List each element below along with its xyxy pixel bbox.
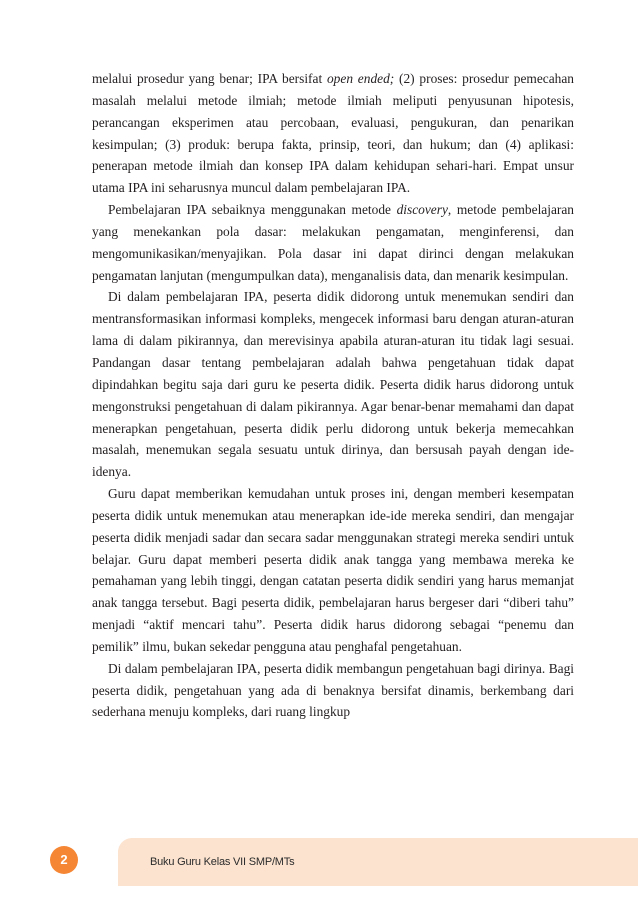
paragraph-4: Guru dapat memberikan kemudahan untuk proses ini, dengan memberi kesempatan peserta didik untuk menemukan atau menerapkan ide-ide mereka sendiri, dan mengajar peserta didik menjadi sadar dan secara sadar menggunakan strategi mereka sendiri untuk belajar. Guru dapat memberi peserta didik anak tangga yang membawa mereka ke pemahaman yang lebih tinggi, dengan catatan peserta didik sendiri yang harus memanjat anak tangga tersebut. Bagi peserta didik, pembelajaran harus bergeser dari “diberi tahu” menjadi “aktif mencari tahu”. Peserta didik harus didorong sebagai “penemu dan pemilik” ilmu, bukan sekedar pengguna atau penghafal pengetahuan.	[92, 486, 574, 654]
footer-book-title: Buku Guru Kelas VII SMP/MTs	[150, 856, 295, 868]
paragraph-2-italic: discovery	[396, 202, 448, 218]
page-number: 2	[60, 852, 68, 867]
paragraph-1-part-a: melalui prosedur yang benar; IPA bersifat	[92, 71, 327, 86]
paragraph-1-part-b: (2) proses: prosedur pemecahan masalah melalui metode ilmiah; metode ilmiah meliputi penyusunan hipotesis, perancangan eksperimen atau percobaan, evaluasi, pengukuran, dan penarikan kesimpulan; (3) produk: berupa fakta, prinsip, teori, dan hukum; dan (4) aplikasi: penerapan metode ilmiah dan konsep IPA dalam kehidupan sehari-hari. Empat unsur utama IPA ini seharusnya muncul dalam pembelajaran IPA.	[92, 71, 574, 196]
body-text	[92, 68, 574, 723]
paragraph-3: Di dalam pembelajaran IPA, peserta didik didorong untuk menemukan sendiri dan mentransformasikan informasi kompleks, mengecek informasi baru dengan aturan-aturan lama di dalam pikirannya, dan merevisinya apabila aturan-aturan itu tidak lagi sesuai. Pandangan dasar tentang pembelajaran adalah bahwa pengetahuan tidak dapat dipindahkan begitu saja dari guru ke peserta didik. Peserta didik harus didorong untuk mengonstruksi pengetahuan di dalam pikirannya. Agar benar-benar memahami dan dapat menerapkan pengetahuan, peserta didik perlu didorong untuk bekerja memecahkan masalah, menemukan segala sesuatu untuk dirinya, dan bersusah payah dengan ide-idenya.	[92, 289, 574, 480]
paragraph-2-part-a: Pembelajaran IPA sebaiknya menggunakan metode	[108, 202, 397, 218]
paragraph-5: Di dalam pembelajaran IPA, peserta didik membangun pengetahuan bagi dirinya. Bagi peserta didik, pengetahuan yang ada di benaknya bersifat dinamis, berkembang dari sederhana menuju kompleks, dari ruang lingkup	[92, 660, 574, 720]
paragraph-2-part-b: , metode pembelajaran yang menekankan pola dasar: melakukan pengamatan, menginferensi, dan mengomunikasikan/menyajikan. Pola dasar ini dapat dirinci dengan melakukan pengamatan lanjutan (mengumpulkan data), menganalisis data, dan menarik kesimpulan.	[92, 202, 574, 283]
paragraph-1-italic: open ended;	[326, 71, 395, 86]
paragraph-1	[92, 68, 574, 199]
paragraph-2	[92, 199, 574, 286]
